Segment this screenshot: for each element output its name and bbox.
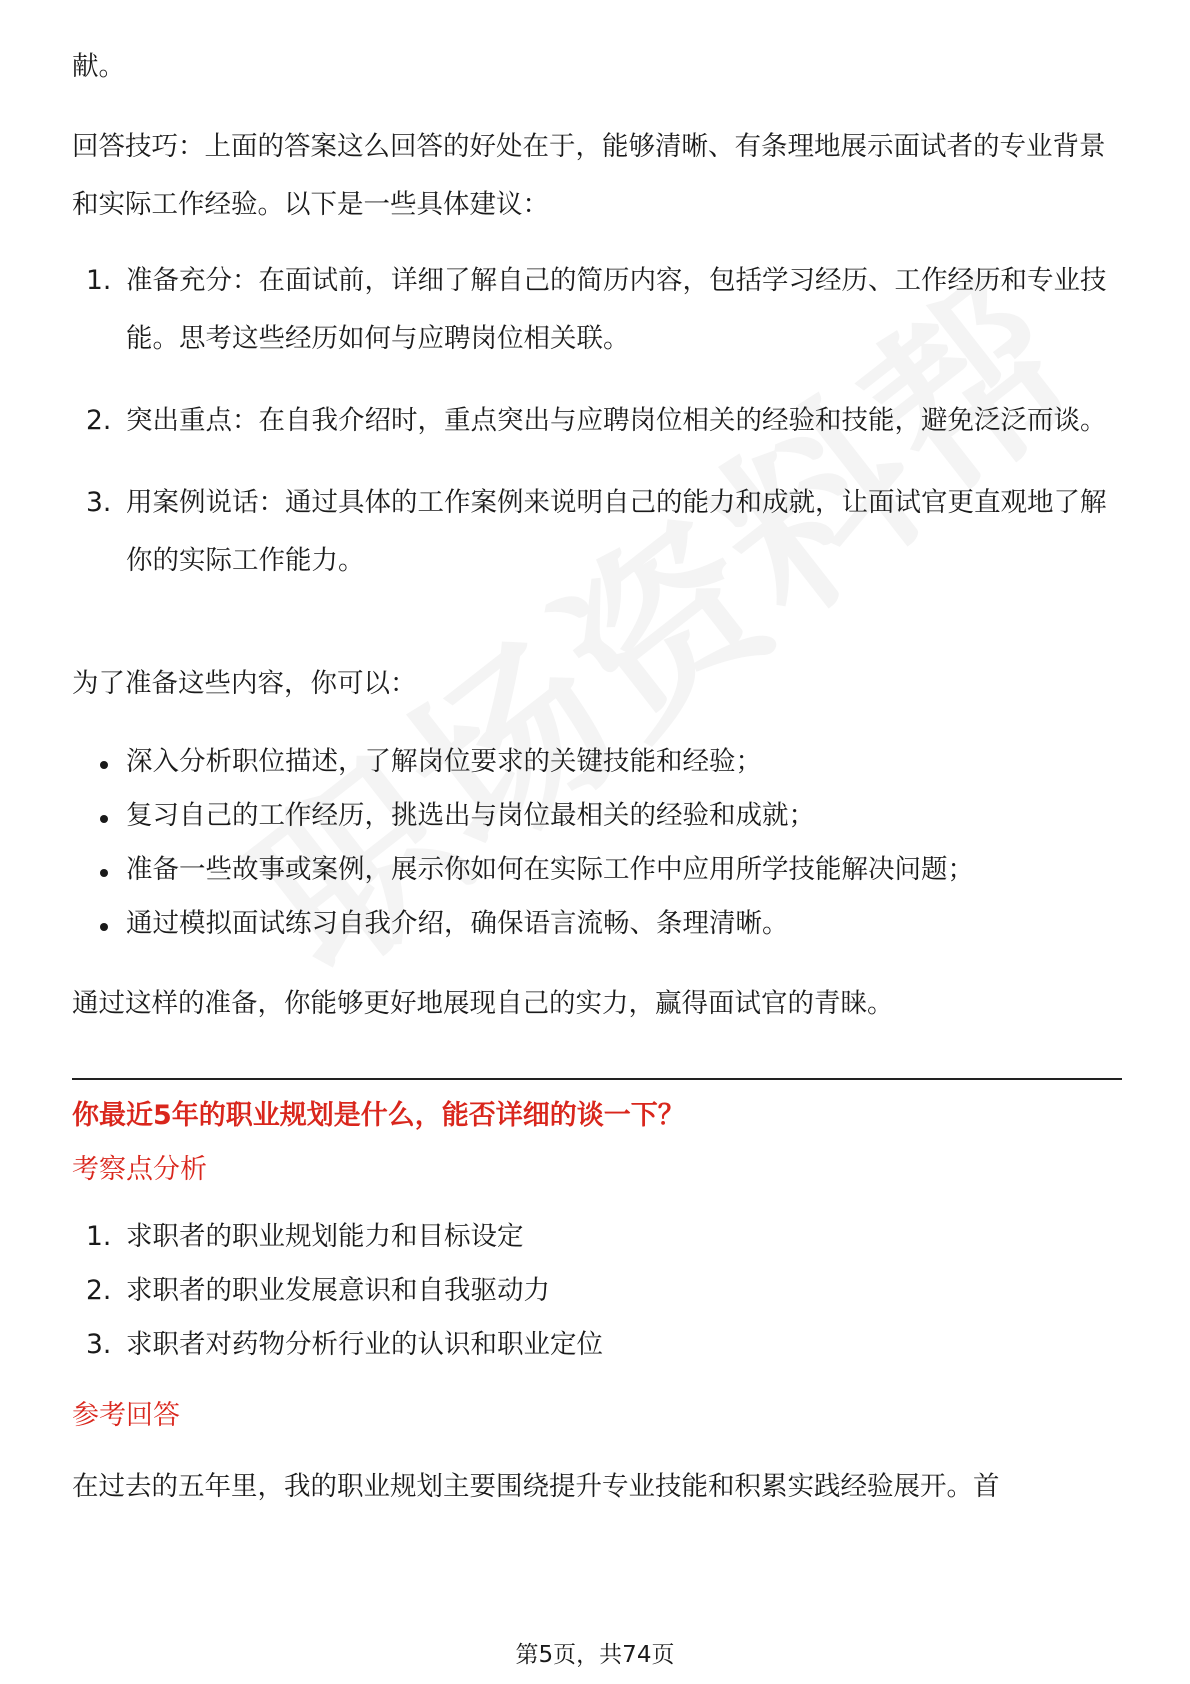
bullet-dot-icon [100, 869, 108, 877]
paragraph-prepare-intro: 为了准备这些内容，你可以： [72, 668, 417, 699]
analysis-heading: 考察点分析 [72, 1154, 207, 1185]
list-item [72, 897, 1122, 951]
list-item [72, 1318, 1122, 1372]
page-number-footer: 第5页，共74页 [515, 1642, 675, 1668]
list-item [72, 1264, 1122, 1318]
list-item [72, 789, 1122, 843]
list-number: 1. [86, 265, 112, 296]
list-item-text: 用案例说话：通过具体的工作案例来说明自己的能力和成就，让面试官更直观地了解你的实际工作能力。 [126, 487, 1107, 576]
paragraph-answer-tips: 回答技巧：上面的答案这么回答的好处在于，能够清晰、有条理地展示面试者的专业背景和实际工作经验。以下是一些具体建议： [72, 131, 1106, 220]
list-item [72, 843, 1122, 897]
list-number: 2. [86, 405, 112, 436]
list-item-text: 深入分析职位描述，了解岗位要求的关键技能和经验； [126, 746, 762, 777]
list-item-text: 突出重点：在自我介绍时，重点突出与应聘岗位相关的经验和技能，避免泛泛而谈。 [126, 405, 1107, 436]
advice-list [72, 252, 1122, 590]
paragraph-answer-start: 在过去的五年里，我的职业规划主要围绕提升专业技能和积累实践经验展开。首 [72, 1471, 1000, 1502]
list-item-text: 通过模拟面试练习自我介绍，确保语言流畅、条理清晰。 [126, 908, 789, 939]
list-item-text: 求职者的职业发展意识和自我驱动力 [126, 1275, 550, 1306]
list-item-text: 求职者对药物分析行业的认识和职业定位 [126, 1329, 603, 1360]
section-divider [72, 1078, 1122, 1080]
analysis-list [72, 1210, 1122, 1372]
paragraph-conclusion: 通过这样的准备，你能够更好地展现自己的实力，赢得面试官的青睐。 [72, 988, 894, 1019]
list-item-text: 求职者的职业规划能力和目标设定 [126, 1221, 524, 1252]
list-number: 3. [86, 487, 112, 518]
list-item [72, 252, 1122, 368]
paragraph-continuation: 献。 [72, 51, 125, 82]
list-number: 1. [86, 1221, 112, 1252]
question-title: 你最近5年的职业规划是什么，能否详细的谈一下？ [72, 1100, 685, 1131]
answer-heading: 参考回答 [72, 1400, 180, 1431]
list-item [72, 392, 1122, 450]
prep-bullet-list [72, 735, 1122, 951]
bullet-dot-icon [100, 815, 108, 823]
list-number: 3. [86, 1329, 112, 1360]
list-item-text: 准备一些故事或案例，展示你如何在实际工作中应用所学技能解决问题； [126, 854, 974, 885]
list-number: 2. [86, 1275, 112, 1306]
list-item [72, 735, 1122, 789]
bullet-dot-icon [100, 761, 108, 769]
list-item [72, 1210, 1122, 1264]
bullet-dot-icon [100, 923, 108, 931]
list-item-text: 复习自己的工作经历，挑选出与岗位最相关的经验和成就； [126, 800, 815, 831]
list-item-text: 准备充分：在面试前，详细了解自己的简历内容，包括学习经历、工作经历和专业技能。思考这些经历如何与应聘岗位相关联。 [126, 265, 1107, 354]
list-item [72, 474, 1122, 590]
